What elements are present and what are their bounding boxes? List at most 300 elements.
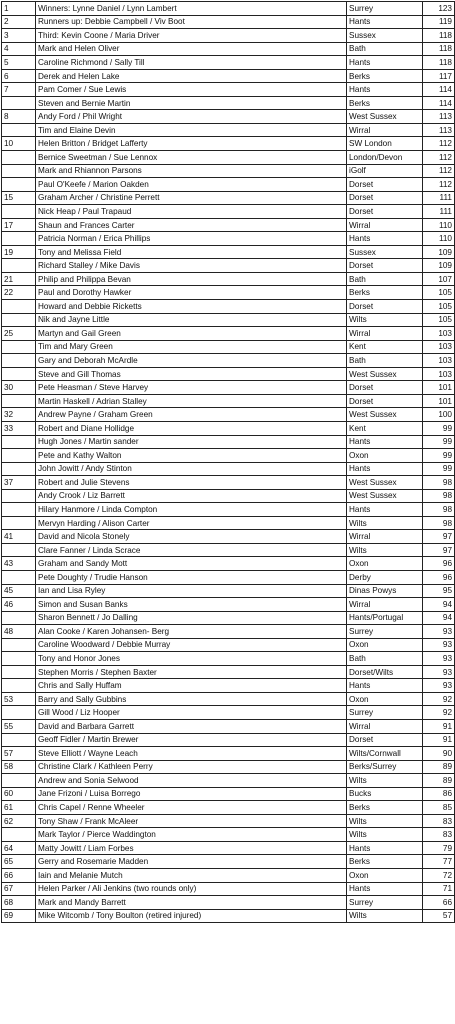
table-row <box>2 679 455 693</box>
pair-names-cell: Robert and Julie Stevens <box>36 476 347 490</box>
rank-cell <box>2 570 36 584</box>
club-cell: West Sussex <box>347 476 423 490</box>
pair-names-cell: Pete Doughty / Trudie Hanson <box>36 570 347 584</box>
rank-cell <box>2 123 36 137</box>
table-row <box>2 56 455 70</box>
club-cell: Surrey <box>347 706 423 720</box>
pair-names-cell: Gary and Deborah McArdle <box>36 354 347 368</box>
table-row <box>2 882 455 896</box>
rank-cell <box>2 828 36 842</box>
score-cell: 90 <box>423 747 455 761</box>
table-row <box>2 286 455 300</box>
pair-names-cell: Geoff Fidler / Martin Brewer <box>36 733 347 747</box>
table-row <box>2 896 455 910</box>
club-cell: Dorset <box>347 381 423 395</box>
pair-names-cell: Tim and Elaine Devin <box>36 123 347 137</box>
club-cell: West Sussex <box>347 110 423 124</box>
score-cell: 99 <box>423 421 455 435</box>
pair-names-cell: Tony and Melissa Field <box>36 245 347 259</box>
club-cell: Berks <box>347 855 423 869</box>
table-row <box>2 625 455 639</box>
rank-cell <box>2 679 36 693</box>
table-row <box>2 855 455 869</box>
pair-names-cell: Derek and Helen Lake <box>36 69 347 83</box>
table-row <box>2 462 455 476</box>
table-row <box>2 354 455 368</box>
table-row <box>2 259 455 273</box>
pair-names-cell: Philip and Philippa Bevan <box>36 272 347 286</box>
score-cell: 72 <box>423 869 455 883</box>
club-cell: Dorset <box>347 394 423 408</box>
rank-cell: 66 <box>2 869 36 883</box>
rank-cell <box>2 340 36 354</box>
rank-cell: 6 <box>2 69 36 83</box>
score-cell: 112 <box>423 164 455 178</box>
pair-names-cell: Ian and Lisa Ryley <box>36 584 347 598</box>
table-row <box>2 381 455 395</box>
table-row <box>2 652 455 666</box>
rank-cell: 25 <box>2 327 36 341</box>
pair-names-cell: Hugh Jones / Martin sander <box>36 435 347 449</box>
score-cell: 99 <box>423 462 455 476</box>
table-row <box>2 327 455 341</box>
club-cell: Hants <box>347 435 423 449</box>
pair-names-cell: Third: Kevin Coone / Maria Driver <box>36 29 347 43</box>
rank-cell <box>2 435 36 449</box>
club-cell: Wirral <box>347 123 423 137</box>
score-cell: 93 <box>423 679 455 693</box>
rank-cell: 57 <box>2 747 36 761</box>
rank-cell: 21 <box>2 272 36 286</box>
pair-names-cell: Christine Clark / Kathleen Perry <box>36 760 347 774</box>
score-cell: 105 <box>423 300 455 314</box>
score-cell: 114 <box>423 96 455 110</box>
table-row <box>2 15 455 29</box>
table-row <box>2 313 455 327</box>
table-row <box>2 503 455 517</box>
table-row <box>2 638 455 652</box>
table-row <box>2 83 455 97</box>
pair-names-cell: Stephen Morris / Stephen Baxter <box>36 665 347 679</box>
pair-names-cell: Mervyn Harding / Alison Carter <box>36 516 347 530</box>
pair-names-cell: Winners: Lynne Daniel / Lynn Lambert <box>36 2 347 16</box>
pair-names-cell: Mark Taylor / Pierce Waddington <box>36 828 347 842</box>
score-cell: 98 <box>423 489 455 503</box>
rank-cell: 53 <box>2 692 36 706</box>
table-row <box>2 747 455 761</box>
club-cell: Hants/Portugal <box>347 611 423 625</box>
rank-cell <box>2 96 36 110</box>
pair-names-cell: Paul and Dorothy Hawker <box>36 286 347 300</box>
table-row <box>2 408 455 422</box>
score-cell: 110 <box>423 218 455 232</box>
club-cell: Oxon <box>347 692 423 706</box>
score-cell: 96 <box>423 570 455 584</box>
table-row <box>2 205 455 219</box>
rank-cell: 7 <box>2 83 36 97</box>
table-row <box>2 435 455 449</box>
pair-names-cell: Andy Ford / Phil Wright <box>36 110 347 124</box>
score-cell: 111 <box>423 191 455 205</box>
score-cell: 118 <box>423 56 455 70</box>
pair-names-cell: Caroline Woodward / Debbie Murray <box>36 638 347 652</box>
pair-names-cell: Simon and Susan Banks <box>36 598 347 612</box>
club-cell: Wirral <box>347 327 423 341</box>
table-row <box>2 828 455 842</box>
rank-cell <box>2 205 36 219</box>
pair-names-cell: Alan Cooke / Karen Johansen- Berg <box>36 625 347 639</box>
pair-names-cell: Sharon Bennett / Jo Dalling <box>36 611 347 625</box>
pair-names-cell: Mark and Helen Oliver <box>36 42 347 56</box>
club-cell: Wirral <box>347 598 423 612</box>
club-cell: Berks <box>347 96 423 110</box>
table-row <box>2 476 455 490</box>
table-row <box>2 151 455 165</box>
club-cell: Bath <box>347 42 423 56</box>
score-cell: 103 <box>423 327 455 341</box>
pair-names-cell: Runners up: Debbie Campbell / Viv Boot <box>36 15 347 29</box>
club-cell: Hants <box>347 882 423 896</box>
pair-names-cell: John Jowitt / Andy Stinton <box>36 462 347 476</box>
club-cell: Wirral <box>347 218 423 232</box>
pair-names-cell: Chris Capel / Renne Wheeler <box>36 801 347 815</box>
rank-cell: 68 <box>2 896 36 910</box>
club-cell: Kent <box>347 340 423 354</box>
club-cell: Wirral <box>347 530 423 544</box>
score-cell: 105 <box>423 313 455 327</box>
table-row <box>2 394 455 408</box>
rank-cell: 4 <box>2 42 36 56</box>
pair-names-cell: Martyn and Gail Green <box>36 327 347 341</box>
club-cell: Wirral <box>347 719 423 733</box>
score-cell: 112 <box>423 137 455 151</box>
rank-cell: 33 <box>2 421 36 435</box>
rank-cell <box>2 611 36 625</box>
table-row <box>2 110 455 124</box>
rank-cell: 62 <box>2 814 36 828</box>
score-cell: 77 <box>423 855 455 869</box>
table-row <box>2 340 455 354</box>
rank-cell: 67 <box>2 882 36 896</box>
score-cell: 117 <box>423 69 455 83</box>
club-cell: Wilts <box>347 516 423 530</box>
table-row <box>2 300 455 314</box>
pair-names-cell: Helen Britton / Bridget Lafferty <box>36 137 347 151</box>
table-row <box>2 191 455 205</box>
rank-cell: 43 <box>2 557 36 571</box>
rank-cell <box>2 733 36 747</box>
rank-cell <box>2 300 36 314</box>
table-row <box>2 489 455 503</box>
club-cell: Berks <box>347 801 423 815</box>
rank-cell <box>2 638 36 652</box>
rank-cell: 22 <box>2 286 36 300</box>
pair-names-cell: Pam Comer / Sue Lewis <box>36 83 347 97</box>
pair-names-cell: Andy Crook / Liz Barrett <box>36 489 347 503</box>
rank-cell <box>2 652 36 666</box>
table-row <box>2 245 455 259</box>
club-cell: West Sussex <box>347 367 423 381</box>
score-cell: 103 <box>423 367 455 381</box>
score-cell: 112 <box>423 178 455 192</box>
score-cell: 99 <box>423 435 455 449</box>
rank-cell <box>2 449 36 463</box>
rank-cell <box>2 503 36 517</box>
table-row <box>2 96 455 110</box>
rank-cell: 58 <box>2 760 36 774</box>
score-cell: 99 <box>423 449 455 463</box>
club-cell: Wilts <box>347 909 423 923</box>
score-cell: 93 <box>423 638 455 652</box>
pair-names-cell: Graham Archer / Christine Perrett <box>36 191 347 205</box>
club-cell: Hants <box>347 503 423 517</box>
table-row <box>2 692 455 706</box>
rank-cell <box>2 489 36 503</box>
pair-names-cell: Hilary Hanmore / Linda Compton <box>36 503 347 517</box>
pair-names-cell: Richard Stalley / Mike Davis <box>36 259 347 273</box>
score-cell: 118 <box>423 42 455 56</box>
club-cell: Wilts <box>347 828 423 842</box>
score-cell: 92 <box>423 692 455 706</box>
score-cell: 57 <box>423 909 455 923</box>
score-cell: 100 <box>423 408 455 422</box>
club-cell: Wilts <box>347 313 423 327</box>
table-row <box>2 421 455 435</box>
table-row <box>2 69 455 83</box>
rank-cell: 55 <box>2 719 36 733</box>
score-cell: 85 <box>423 801 455 815</box>
rank-cell: 17 <box>2 218 36 232</box>
rank-cell: 8 <box>2 110 36 124</box>
rank-cell: 60 <box>2 787 36 801</box>
club-cell: Hants <box>347 232 423 246</box>
rank-cell <box>2 354 36 368</box>
pair-names-cell: Tim and Mary Green <box>36 340 347 354</box>
score-cell: 71 <box>423 882 455 896</box>
score-cell: 113 <box>423 123 455 137</box>
rank-cell <box>2 164 36 178</box>
score-cell: 96 <box>423 557 455 571</box>
rank-cell: 65 <box>2 855 36 869</box>
pair-names-cell: Nick Heap / Paul Trapaud <box>36 205 347 219</box>
rank-cell: 64 <box>2 841 36 855</box>
club-cell: Wilts/Cornwall <box>347 747 423 761</box>
pair-names-cell: Bernice Sweetman / Sue Lennox <box>36 151 347 165</box>
score-cell: 101 <box>423 381 455 395</box>
rank-cell <box>2 516 36 530</box>
table-row <box>2 665 455 679</box>
score-cell: 95 <box>423 584 455 598</box>
score-cell: 110 <box>423 232 455 246</box>
table-row <box>2 530 455 544</box>
score-cell: 91 <box>423 733 455 747</box>
rank-cell: 69 <box>2 909 36 923</box>
table-row <box>2 584 455 598</box>
pair-names-cell: Pete Heasman / Steve Harvey <box>36 381 347 395</box>
pair-names-cell: Matty Jowitt / Liam Forbes <box>36 841 347 855</box>
rank-cell: 2 <box>2 15 36 29</box>
club-cell: Wilts <box>347 543 423 557</box>
score-cell: 91 <box>423 719 455 733</box>
club-cell: Dorset <box>347 733 423 747</box>
table-row <box>2 841 455 855</box>
score-cell: 112 <box>423 151 455 165</box>
table-row <box>2 719 455 733</box>
pair-names-cell: Patricia Norman / Erica Phillips <box>36 232 347 246</box>
score-cell: 93 <box>423 665 455 679</box>
club-cell: Wilts <box>347 814 423 828</box>
rank-cell <box>2 665 36 679</box>
club-cell: Hants <box>347 679 423 693</box>
score-cell: 93 <box>423 625 455 639</box>
rank-cell: 15 <box>2 191 36 205</box>
club-cell: Dorset <box>347 259 423 273</box>
score-cell: 103 <box>423 354 455 368</box>
table-row <box>2 570 455 584</box>
club-cell: Dorset <box>347 191 423 205</box>
pair-names-cell: David and Barbara Garrett <box>36 719 347 733</box>
rank-cell: 45 <box>2 584 36 598</box>
club-cell: Dorset <box>347 300 423 314</box>
score-cell: 123 <box>423 2 455 16</box>
table-row <box>2 869 455 883</box>
pair-names-cell: Mark and Rhiannon Parsons <box>36 164 347 178</box>
pair-names-cell: Andrew and Sonia Selwood <box>36 774 347 788</box>
club-cell: Hants <box>347 462 423 476</box>
club-cell: iGolf <box>347 164 423 178</box>
table-row <box>2 598 455 612</box>
results-table <box>1 1 455 923</box>
table-row <box>2 164 455 178</box>
table-row <box>2 178 455 192</box>
rank-cell <box>2 259 36 273</box>
score-cell: 97 <box>423 530 455 544</box>
pair-names-cell: Chris and Sally Huffam <box>36 679 347 693</box>
pair-names-cell: Shaun and Frances Carter <box>36 218 347 232</box>
rank-cell <box>2 151 36 165</box>
rank-cell: 5 <box>2 56 36 70</box>
score-cell: 89 <box>423 774 455 788</box>
rank-cell <box>2 543 36 557</box>
pair-names-cell: Graham and Sandy Mott <box>36 557 347 571</box>
pair-names-cell: Pete and Kathy Walton <box>36 449 347 463</box>
pair-names-cell: Martin Haskell / Adrian Stalley <box>36 394 347 408</box>
table-row <box>2 801 455 815</box>
rank-cell: 46 <box>2 598 36 612</box>
pair-names-cell: Iain and Melanie Mutch <box>36 869 347 883</box>
score-cell: 79 <box>423 841 455 855</box>
pair-names-cell: Clare Fanner / Linda Scrace <box>36 543 347 557</box>
score-cell: 109 <box>423 259 455 273</box>
pair-names-cell: Caroline Richmond / Sally Till <box>36 56 347 70</box>
pair-names-cell: Steve Elliott / Wayne Leach <box>36 747 347 761</box>
score-cell: 93 <box>423 652 455 666</box>
score-cell: 97 <box>423 543 455 557</box>
score-cell: 119 <box>423 15 455 29</box>
table-row <box>2 611 455 625</box>
club-cell: London/Devon <box>347 151 423 165</box>
club-cell: Berks/Surrey <box>347 760 423 774</box>
rank-cell <box>2 232 36 246</box>
club-cell: Berks <box>347 286 423 300</box>
club-cell: Surrey <box>347 896 423 910</box>
score-cell: 98 <box>423 503 455 517</box>
score-cell: 92 <box>423 706 455 720</box>
club-cell: Hants <box>347 841 423 855</box>
score-cell: 114 <box>423 83 455 97</box>
rank-cell <box>2 394 36 408</box>
rank-cell <box>2 774 36 788</box>
rank-cell: 3 <box>2 29 36 43</box>
rank-cell: 19 <box>2 245 36 259</box>
table-row <box>2 137 455 151</box>
club-cell: Derby <box>347 570 423 584</box>
table-row <box>2 367 455 381</box>
pair-names-cell: Mark and Mandy Barrett <box>36 896 347 910</box>
rank-cell: 10 <box>2 137 36 151</box>
pair-names-cell: Steve and Gill Thomas <box>36 367 347 381</box>
table-row <box>2 29 455 43</box>
rank-cell <box>2 367 36 381</box>
pair-names-cell: Helen Parker / Ali Jenkins (two rounds only) <box>36 882 347 896</box>
score-cell: 111 <box>423 205 455 219</box>
score-cell: 98 <box>423 476 455 490</box>
table-row <box>2 814 455 828</box>
rank-cell <box>2 313 36 327</box>
club-cell: Hants <box>347 15 423 29</box>
table-row <box>2 449 455 463</box>
club-cell: Sussex <box>347 29 423 43</box>
score-cell: 83 <box>423 828 455 842</box>
score-cell: 98 <box>423 516 455 530</box>
pair-names-cell: Mike Witcomb / Tony Boulton (retired injured) <box>36 909 347 923</box>
club-cell: West Sussex <box>347 408 423 422</box>
club-cell: Surrey <box>347 2 423 16</box>
club-cell: Bath <box>347 354 423 368</box>
table-row <box>2 123 455 137</box>
rank-cell: 48 <box>2 625 36 639</box>
table-row <box>2 760 455 774</box>
club-cell: Sussex <box>347 245 423 259</box>
table-row <box>2 909 455 923</box>
score-cell: 94 <box>423 598 455 612</box>
pair-names-cell: Andrew Payne / Graham Green <box>36 408 347 422</box>
club-cell: Bucks <box>347 787 423 801</box>
club-cell: Surrey <box>347 625 423 639</box>
rank-cell <box>2 706 36 720</box>
rank-cell: 37 <box>2 476 36 490</box>
score-cell: 101 <box>423 394 455 408</box>
results-table-body <box>2 2 455 923</box>
score-cell: 66 <box>423 896 455 910</box>
club-cell: Dinas Powys <box>347 584 423 598</box>
table-row <box>2 272 455 286</box>
rank-cell: 61 <box>2 801 36 815</box>
score-cell: 86 <box>423 787 455 801</box>
score-cell: 94 <box>423 611 455 625</box>
pair-names-cell: Paul O'Keefe / Marion Oakden <box>36 178 347 192</box>
rank-cell <box>2 462 36 476</box>
club-cell: Oxon <box>347 557 423 571</box>
rank-cell: 1 <box>2 2 36 16</box>
pair-names-cell: Nik and Jayne Little <box>36 313 347 327</box>
pair-names-cell: Jane Frizoni / Luisa Borrego <box>36 787 347 801</box>
table-row <box>2 232 455 246</box>
pair-names-cell: Robert and Diane Hollidge <box>36 421 347 435</box>
score-cell: 107 <box>423 272 455 286</box>
table-row <box>2 543 455 557</box>
pair-names-cell: Steven and Bernie Martin <box>36 96 347 110</box>
